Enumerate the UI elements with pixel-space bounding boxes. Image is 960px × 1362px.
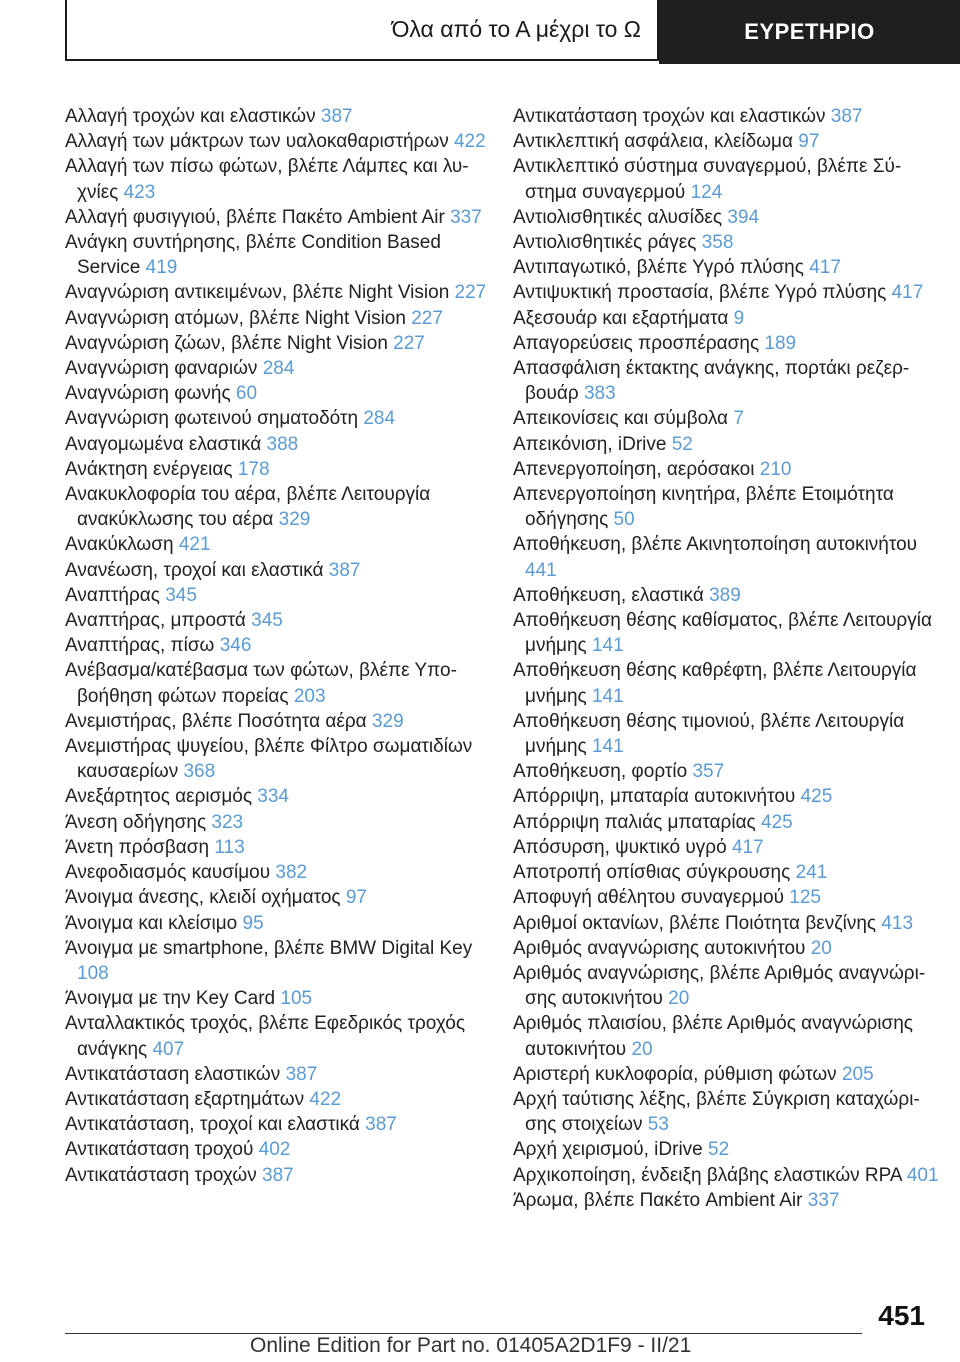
index-entry-page-link[interactable]: 334 bbox=[257, 786, 289, 808]
index-entry-term: Αντιολισθητικές ράγες bbox=[513, 232, 697, 254]
index-entry bbox=[65, 154, 495, 204]
index-entry-page-link[interactable]: 345 bbox=[251, 610, 283, 632]
index-entry-page-link[interactable]: 141 bbox=[591, 635, 624, 657]
index-entry-page-link[interactable]: 227 bbox=[454, 282, 487, 304]
index-entry bbox=[513, 255, 943, 280]
index-entry bbox=[65, 835, 495, 860]
index-entry-term: Άνοιγμα άνεσης, κλειδί οχήματος bbox=[65, 887, 341, 909]
tab-index[interactable]: ΕΥΡΕΤΗΡΙΟ bbox=[659, 0, 960, 64]
index-entry bbox=[65, 532, 495, 557]
index-entry-page-link[interactable]: 7 bbox=[733, 408, 744, 430]
index-entry bbox=[513, 784, 943, 809]
index-entry bbox=[513, 432, 943, 457]
index-entry bbox=[513, 1087, 943, 1137]
index-entry-page-link[interactable]: 95 bbox=[242, 912, 264, 934]
index-entry-page-link[interactable]: 387 bbox=[365, 1114, 397, 1136]
index-entry-term: Αντικατάσταση τροχών και ελαστικών bbox=[513, 106, 826, 127]
index-column-left bbox=[65, 104, 495, 1188]
index-entry-term: Αντιολισθητικές αλυσίδες bbox=[513, 206, 723, 228]
index-entry-term: Ανανέωση, τροχοί και ελαστικά bbox=[65, 559, 324, 581]
index-entry bbox=[513, 709, 943, 759]
index-column-right bbox=[513, 104, 943, 1213]
index-entry-page-link[interactable]: 417 bbox=[891, 282, 924, 304]
index-entry bbox=[513, 205, 943, 230]
index-entry bbox=[65, 1112, 495, 1137]
index-entry-page-link[interactable]: 413 bbox=[881, 912, 914, 934]
index-entry-term: Άνοιγμα και κλείσιμο bbox=[65, 912, 238, 934]
index-entry-page-link[interactable]: 423 bbox=[123, 181, 156, 203]
index-entry-page-link[interactable]: 421 bbox=[178, 534, 211, 556]
index-entry bbox=[513, 104, 943, 129]
index-entry-page-link[interactable]: 284 bbox=[363, 408, 396, 430]
index-entry-term: Αξεσουάρ και εξαρτήματα bbox=[513, 307, 729, 329]
index-entry-page-link[interactable]: 387 bbox=[262, 1164, 294, 1186]
index-entry bbox=[513, 1062, 943, 1087]
index-entry bbox=[513, 1137, 943, 1162]
index-entry-term: Αριθμός αναγνώρισης αυτοκινήτου bbox=[513, 937, 806, 959]
index-entry-term: Αλλαγή των πίσω φώτων, βλέπε Λάμπες και λυχνίες bbox=[65, 156, 469, 203]
index-entry-term: Αλλαγή των μάκτρων των υαλοκαθαριστήρων bbox=[65, 131, 449, 153]
page-number: 451 bbox=[878, 1300, 925, 1331]
index-entry bbox=[513, 1188, 943, 1213]
index-entry-page-link[interactable]: 284 bbox=[262, 358, 295, 380]
index-entry bbox=[513, 936, 943, 961]
index-entry-term: Ανεφοδιασμός καυσίμου bbox=[65, 862, 271, 884]
index-entry bbox=[65, 306, 495, 331]
index-entry-term: Αντικλεπτική ασφάλεια, κλείδωμα bbox=[513, 131, 793, 153]
index-entry-term: Αναγομωμένα ελαστικά bbox=[65, 433, 262, 455]
index-entry-term: Αριθμός αναγνώρισης, βλέπε Αριθμός αναγνώρισης αυτοκινήτου bbox=[513, 962, 926, 1010]
index-entry-page-link[interactable]: 389 bbox=[709, 584, 741, 606]
index-entry-term: Αντιπαγωτικό, βλέπε Υγρό πλύσης bbox=[513, 257, 804, 279]
index-entry-term: Ανέβασμα/κατέβασμα των φώτων, βλέπε Υποβοήθηση φώτων πορείας bbox=[65, 660, 457, 707]
index-entry-term: Αρχή ταύτισης λέξης, βλέπε Σύγκριση καταχώρισης στοιχείων bbox=[513, 1088, 920, 1136]
index-entry-term: Αναγνώριση φωνής bbox=[65, 383, 231, 405]
index-entry bbox=[513, 129, 943, 154]
index-entry-page-link[interactable]: 97 bbox=[345, 887, 367, 909]
index-entry bbox=[65, 457, 495, 482]
index-entry bbox=[513, 356, 943, 406]
index-entry-page-link[interactable]: 210 bbox=[759, 458, 792, 480]
index-entry bbox=[513, 810, 943, 835]
index-entry-page-link[interactable]: 387 bbox=[830, 106, 863, 127]
index-entry-term: Αποφυγή αθέλητου συναγερμού bbox=[513, 887, 784, 909]
index-entry bbox=[513, 532, 943, 582]
index-entry-page-link[interactable]: 125 bbox=[789, 887, 821, 909]
index-entry bbox=[513, 306, 943, 331]
index-entry-page-link[interactable]: 345 bbox=[165, 584, 197, 606]
index-entry-term: Αναγνώριση φωτεινού σηματοδότη bbox=[65, 408, 359, 430]
index-entry-page-link[interactable]: 357 bbox=[692, 761, 725, 783]
index-entry bbox=[65, 608, 495, 633]
index-entry bbox=[65, 230, 495, 280]
index-entry-page-link[interactable]: 9 bbox=[733, 307, 745, 329]
index-entry-term: Αριστερή κυκλοφορία, ρύθμιση φώτων bbox=[513, 1063, 837, 1085]
index-entry-term: Απενεργοποίηση κινητήρα, βλέπε Ετοιμότητα οδήγησης bbox=[513, 484, 894, 531]
index-entry-page-link[interactable]: 407 bbox=[152, 1038, 185, 1060]
index-entry-term: Αποθήκευση θέσης καθρέφτη, βλέπε Λειτουργία μνήμης bbox=[513, 660, 917, 707]
index-entry-term: Αλλαγή φυσιγγιού, βλέπε Πακέτο Ambient Air bbox=[65, 206, 445, 228]
index-entry bbox=[65, 129, 495, 154]
index-entry-term: Ανταλλακτικός τροχός, βλέπε Εφεδρικός τροχός ανάγκης bbox=[65, 1013, 466, 1060]
index-entry-term: Αναγνώριση ατόμων, βλέπε Night Vision bbox=[65, 307, 406, 329]
index-entry-term: Αποθήκευση θέσης καθίσματος, βλέπε Λειτουργία μνήμης bbox=[513, 610, 932, 657]
index-entry-page-link[interactable]: 189 bbox=[764, 332, 797, 354]
index-entry-term: Αποθήκευση, ελαστικά bbox=[513, 584, 704, 606]
index-entry-term: Απαγορεύσεις προσπέρασης bbox=[513, 332, 760, 354]
index-entry-term: Αντικατάσταση τροχού bbox=[65, 1139, 254, 1161]
index-entry bbox=[513, 1163, 943, 1188]
index-entry-page-link[interactable]: 178 bbox=[237, 458, 270, 480]
index-entry-term: Απόρριψη, μπαταρία αυτοκινήτου bbox=[513, 786, 796, 808]
index-entry-page-link[interactable]: 401 bbox=[906, 1164, 939, 1186]
index-entry-page-link[interactable]: 382 bbox=[275, 862, 308, 884]
index-entry-term: Αποθήκευση, φορτίο bbox=[513, 761, 688, 783]
index-entry-page-link[interactable]: 394 bbox=[727, 206, 760, 228]
index-entry-page-link[interactable]: 241 bbox=[795, 862, 828, 884]
index-entry-page-link[interactable]: 53 bbox=[647, 1114, 669, 1136]
index-entry-page-link[interactable]: 52 bbox=[671, 433, 693, 455]
index-entry-page-link[interactable]: 50 bbox=[613, 509, 635, 531]
index-entry-term: Ανάκτηση ενέργειας bbox=[65, 458, 233, 480]
index-entry bbox=[65, 1087, 495, 1112]
index-entry-term: Αντικατάσταση εξαρτημάτων bbox=[65, 1088, 305, 1110]
index-entry-page-link[interactable]: 358 bbox=[701, 232, 734, 254]
index-entry-page-link[interactable]: 113 bbox=[214, 836, 245, 858]
index-entry-term: Αναγνώριση ζώων, βλέπε Night Vision bbox=[65, 332, 388, 354]
index-entry-page-link[interactable]: 323 bbox=[211, 811, 244, 833]
index-entry-page-link[interactable]: 329 bbox=[278, 509, 311, 531]
tab-a-to-z[interactable]: Όλα από το Α μέχρι το Ω bbox=[65, 0, 659, 61]
index-entry bbox=[65, 709, 495, 734]
index-entry-term: Απενεργοποίηση, αερόσακοι bbox=[513, 458, 755, 480]
index-entry-page-link[interactable]: 97 bbox=[798, 131, 820, 153]
index-entry bbox=[65, 633, 495, 658]
index-entry-term: Ανάγκη συντήρησης, βλέπε Condition Based Service bbox=[65, 232, 441, 279]
index-entry-page-link[interactable]: 337 bbox=[807, 1189, 840, 1211]
index-entry-term: Αναγνώριση αντικειμένων, βλέπε Night Vision bbox=[65, 282, 450, 304]
index-entry-page-link[interactable]: 124 bbox=[690, 181, 723, 203]
index-entry-page-link[interactable]: 52 bbox=[708, 1139, 730, 1161]
index-entry-term: Αποθήκευση, βλέπε Ακινητοποίηση αυτοκινήτου bbox=[513, 534, 918, 556]
index-entry-term: Ανακυκλοφορία του αέρα, βλέπε Λειτουργία ανακύκλωσης του αέρα bbox=[65, 484, 431, 531]
index-entry-term: Απόσυρση, ψυκτικό υγρό bbox=[513, 836, 727, 858]
index-entry-page-link[interactable]: 227 bbox=[393, 332, 425, 354]
index-entry bbox=[65, 331, 495, 356]
index-entry bbox=[65, 784, 495, 809]
index-entry bbox=[513, 230, 943, 255]
index-entry bbox=[65, 911, 495, 936]
footer-edition: Online Edition for Part no. 01405A2D1F9 - II/21 bbox=[250, 1334, 692, 1357]
index-entry-page-link[interactable]: 205 bbox=[841, 1063, 874, 1085]
index-entry-term: Απόρριψη παλιάς μπαταρίας bbox=[513, 811, 756, 833]
index-entry-term: Αντικλεπτικό σύστημα συναγερμού, βλέπε Σύστημα συναγερμού bbox=[513, 156, 902, 203]
index-entry-page-link[interactable]: 441 bbox=[525, 559, 557, 581]
index-entry-page-link[interactable]: 141 bbox=[591, 685, 624, 707]
index-entry bbox=[65, 280, 495, 305]
index-entry bbox=[65, 356, 495, 381]
index-entry-term: Ανεμιστήρας ψυγείου, βλέπε Φίλτρο σωματιδίων καυσαερίων bbox=[65, 736, 473, 783]
index-entry-term: Αναπτήρας, πίσω bbox=[65, 635, 215, 657]
index-entry bbox=[65, 1137, 495, 1162]
index-entry-page-link[interactable]: 422 bbox=[453, 131, 486, 153]
page-header bbox=[65, 0, 960, 64]
index-entry-term: Άνεση οδήγησης bbox=[65, 811, 207, 833]
index-entry bbox=[65, 734, 495, 784]
index-entry bbox=[65, 658, 495, 708]
index-entry-term: Άνετη πρόσβαση bbox=[65, 836, 210, 858]
index-entry-page-link[interactable]: 387 bbox=[285, 1063, 318, 1085]
index-entry-page-link[interactable]: 105 bbox=[280, 988, 313, 1010]
index-entry bbox=[65, 482, 495, 532]
index-entry-term: Αναγνώριση φαναριών bbox=[65, 358, 258, 380]
index-entry-page-link[interactable]: 387 bbox=[320, 106, 353, 127]
index-entry-page-link[interactable]: 60 bbox=[235, 383, 258, 405]
index-entry-term: Άνοιγμα με την Key Card bbox=[65, 988, 276, 1010]
index-entry bbox=[513, 406, 943, 431]
index-entry-page-link[interactable]: 368 bbox=[183, 761, 216, 783]
index-entry-page-link[interactable]: 422 bbox=[309, 1088, 342, 1110]
index-entry-page-link[interactable]: 383 bbox=[583, 383, 616, 405]
index-entry bbox=[65, 406, 495, 431]
index-entry-page-link[interactable]: 337 bbox=[450, 206, 482, 228]
index-entry bbox=[513, 457, 943, 482]
index-entry-term: Αναπτήρας, μπροστά bbox=[65, 610, 246, 632]
index-entry-term: Ανακύκλωση bbox=[65, 534, 174, 556]
index-entry bbox=[65, 936, 495, 986]
index-entry bbox=[65, 810, 495, 835]
index-entry bbox=[513, 860, 943, 885]
index-entry-term: Ανεμιστήρας, βλέπε Ποσότητα αέρα bbox=[65, 710, 367, 732]
index-entry-term: Αρχή χειρισμού, iDrive bbox=[513, 1139, 703, 1161]
index-entry bbox=[513, 911, 943, 936]
index-entry-page-link[interactable]: 227 bbox=[411, 307, 443, 329]
index-entry-term: Αρχικοποίηση, ένδειξη βλάβης ελαστικών RPA bbox=[513, 1164, 902, 1186]
index-entry-page-link[interactable]: 388 bbox=[266, 433, 299, 455]
index-entry bbox=[513, 482, 943, 532]
index-entry bbox=[513, 608, 943, 658]
index-entry-page-link[interactable]: 417 bbox=[731, 836, 764, 858]
index-entry-page-link[interactable]: 425 bbox=[800, 786, 833, 808]
index-entry-term: Αντικατάσταση τροχών bbox=[65, 1164, 257, 1186]
index-entry bbox=[65, 104, 495, 129]
index-entry-term: Απεικόνιση, iDrive bbox=[513, 433, 667, 455]
index-entry-term: Αποθήκευση θέσης τιμονιού, βλέπε Λειτουργία μνήμης bbox=[513, 710, 905, 758]
index-entry bbox=[513, 154, 943, 204]
index-entry bbox=[65, 1011, 495, 1061]
index-entry bbox=[513, 583, 943, 608]
index-entry-term: Απασφάλιση έκτακτης ανάγκης, πορτάκι ρεζερβουάρ bbox=[513, 358, 910, 405]
index-entry bbox=[513, 658, 943, 708]
index-entry-page-link[interactable]: 346 bbox=[219, 635, 252, 657]
index-entry bbox=[513, 835, 943, 860]
index-entry bbox=[513, 331, 943, 356]
index-entry bbox=[65, 860, 495, 885]
index-entry-page-link[interactable]: 141 bbox=[591, 736, 624, 758]
index-entry bbox=[65, 432, 495, 457]
index-entry-term: Άρωμα, βλέπε Πακέτο Ambient Air bbox=[513, 1189, 803, 1211]
index-entry bbox=[513, 961, 943, 1011]
index-entry-page-link[interactable]: 417 bbox=[809, 257, 841, 279]
index-entry-term: Αναπτήρας bbox=[65, 584, 160, 606]
index-entry-term: Αντιψυκτική προστασία, βλέπε Υγρό πλύσης bbox=[513, 282, 887, 304]
index-entry-term: Αλλαγή τροχών και ελαστικών bbox=[65, 106, 316, 127]
index-entry bbox=[513, 759, 943, 784]
index-entry bbox=[65, 583, 495, 608]
index-entry bbox=[65, 1062, 495, 1087]
index-entry-page-link[interactable]: 387 bbox=[328, 559, 361, 581]
index-entry bbox=[65, 885, 495, 910]
index-entry-term: Αποτροπή οπίσθιας σύγκρουσης bbox=[513, 862, 791, 884]
index-entry bbox=[65, 1163, 495, 1188]
index-entry-term: Άνοιγμα με smartphone, βλέπε BMW Digital Key bbox=[65, 937, 473, 959]
index-entry bbox=[65, 205, 495, 230]
index-entry-page-link[interactable]: 203 bbox=[293, 685, 326, 707]
index-columns bbox=[65, 104, 939, 1254]
index-entry-page-link[interactable]: 419 bbox=[145, 257, 178, 279]
index-entry bbox=[513, 1011, 943, 1061]
index-entry bbox=[65, 558, 495, 583]
index-entry-term: Αριθμός πλαισίου, βλέπε Αριθμός αναγνώρισης αυτοκινήτου bbox=[513, 1013, 913, 1060]
index-entry-page-link[interactable]: 402 bbox=[258, 1139, 291, 1161]
index-entry-term: Απεικονίσεις και σύμβολα bbox=[513, 408, 729, 430]
index-entry-page-link[interactable]: 20 bbox=[810, 937, 832, 959]
index-entry-term: Αριθμοί οκτανίων, βλέπε Ποιότητα βενζίνης bbox=[513, 912, 877, 934]
index-entry bbox=[65, 381, 495, 406]
index-entry bbox=[65, 986, 495, 1011]
index-entry-page-link[interactable]: 425 bbox=[761, 811, 793, 833]
index-entry-page-link[interactable]: 20 bbox=[631, 1038, 653, 1060]
index-entry-page-link[interactable]: 20 bbox=[668, 988, 690, 1010]
index-entry-term: Αντικατάσταση, τροχοί και ελαστικά bbox=[65, 1114, 360, 1136]
index-entry-page-link[interactable]: 329 bbox=[371, 710, 404, 732]
index-entry-term: Ανεξάρτητος αερισμός bbox=[65, 786, 253, 808]
index-entry bbox=[513, 280, 943, 305]
index-entry bbox=[513, 885, 943, 910]
index-entry-page-link[interactable]: 108 bbox=[77, 962, 109, 984]
index-entry-term: Αντικατάσταση ελαστικών bbox=[65, 1063, 281, 1085]
